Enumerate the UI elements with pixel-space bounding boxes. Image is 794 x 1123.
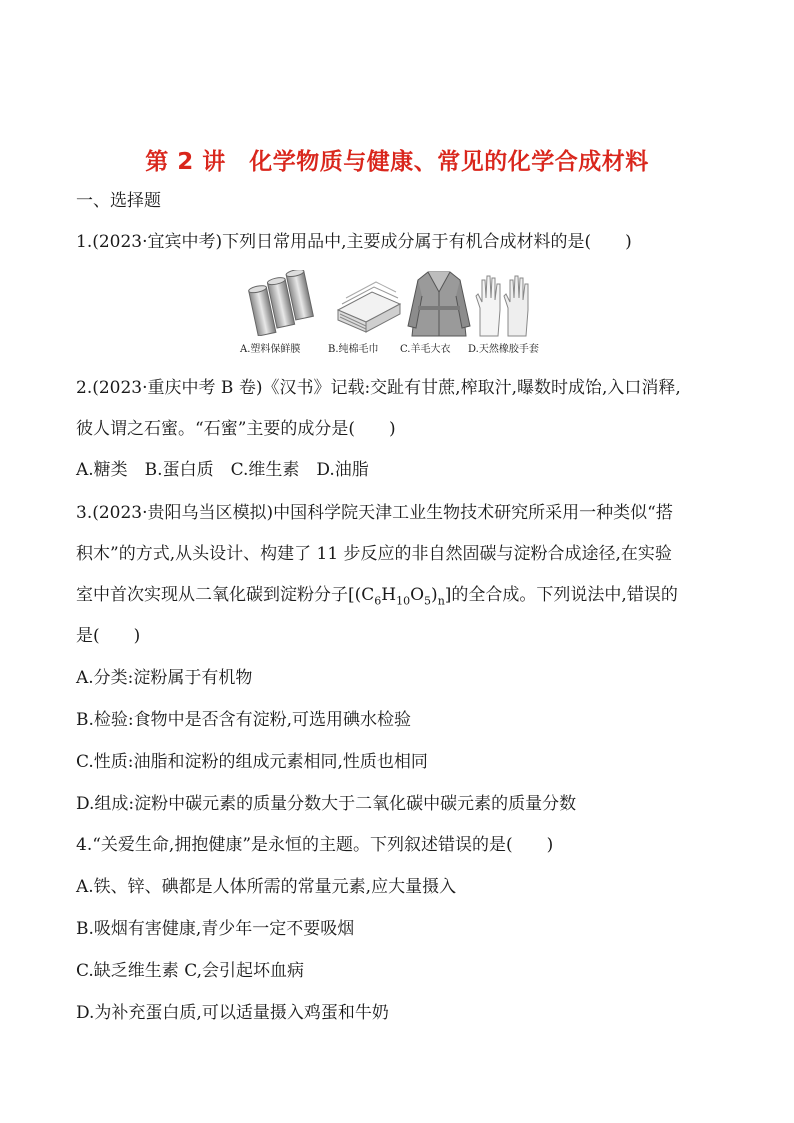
q3-line3-pre: 室中首次实现从二氧化碳到淀粉分子[(C bbox=[76, 585, 375, 605]
question-3-option-d: D.组成:淀粉中碳元素的质量分数大于二氧化碳中碳元素的质量分数 bbox=[76, 794, 577, 814]
q3-line3-post: ]的全合成。下列说法中,错误的 bbox=[444, 585, 678, 605]
caption-c: C.羊毛大衣 bbox=[400, 344, 451, 355]
question-2-line-1: 2.(2023·重庆中考 B 卷)《汉书》记载:交趾有甘蔗,榨取汁,曝数时成饴,入口消释, bbox=[76, 378, 681, 398]
wool-coat-item bbox=[400, 270, 478, 358]
page-title: 第 2 讲 化学物质与健康、常见的化学合成材料 bbox=[145, 149, 649, 175]
towel-icon bbox=[332, 270, 404, 336]
sub-n: n bbox=[437, 594, 445, 608]
question-4-option-a: A.铁、锌、碘都是人体所需的常量元素,应大量摄入 bbox=[76, 877, 457, 897]
sub-10: 10 bbox=[396, 594, 411, 608]
cotton-towel-item bbox=[328, 270, 406, 358]
question-3-option-a: A.分类:淀粉属于有机物 bbox=[76, 668, 253, 688]
question-4-stem: 4.“关爱生命,拥抱健康”是永恒的主题。下列叙述错误的是( ) bbox=[76, 835, 554, 855]
question-2-options: A.糖类 B.蛋白质 C.维生素 D.油脂 bbox=[76, 460, 369, 480]
question-3-line-3 bbox=[76, 583, 678, 613]
question-3-line-4: 是( ) bbox=[76, 626, 141, 646]
question-2-line-2: 彼人谓之石蜜。“石蜜”主要的成分是( ) bbox=[76, 419, 396, 439]
question-4-option-c: C.缺乏维生素 C,会引起坏血病 bbox=[76, 961, 305, 981]
plastic-wrap-item bbox=[240, 270, 318, 358]
caption-b: B.纯棉毛巾 bbox=[328, 344, 379, 355]
rubber-gloves-item bbox=[468, 270, 546, 358]
formula-close: ) bbox=[431, 585, 438, 605]
question-3-option-c: C.性质:油脂和淀粉的组成元素相同,性质也相同 bbox=[76, 752, 428, 772]
question-3-option-b: B.检验:食物中是否含有淀粉,可选用碘水检验 bbox=[76, 710, 412, 730]
question-4-option-d: D.为补充蛋白质,可以适量摄入鸡蛋和牛奶 bbox=[76, 1003, 389, 1023]
caption-d: D.天然橡胶手套 bbox=[468, 344, 539, 355]
question-4-option-b: B.吸烟有害健康,青少年一定不要吸烟 bbox=[76, 919, 355, 939]
question-3-line-2: 积木”的方式,从头设计、构建了 11 步反应的非自然固碳与淀粉合成途径,在实验 bbox=[76, 544, 672, 564]
sub-5: 5 bbox=[424, 594, 432, 608]
question-1-figure bbox=[240, 270, 556, 358]
caption-a: A.塑料保鲜膜 bbox=[240, 344, 301, 355]
plastic-wrap-icon bbox=[244, 270, 324, 336]
question-3-line-1: 3.(2023·贵阳乌当区模拟)中国科学院天津工业生物技术研究所采用一种类似“搭 bbox=[76, 503, 673, 523]
formula-h: H bbox=[381, 585, 397, 605]
sub-6: 6 bbox=[374, 594, 382, 608]
question-1-stem: 1.(2023·宜宾中考)下列日常用品中,主要成分属于有机合成材料的是( ) bbox=[76, 232, 632, 252]
gloves-icon bbox=[472, 270, 536, 338]
coat-icon bbox=[404, 270, 474, 340]
formula-o: O bbox=[410, 585, 425, 605]
section-heading: 一、选择题 bbox=[76, 191, 161, 211]
